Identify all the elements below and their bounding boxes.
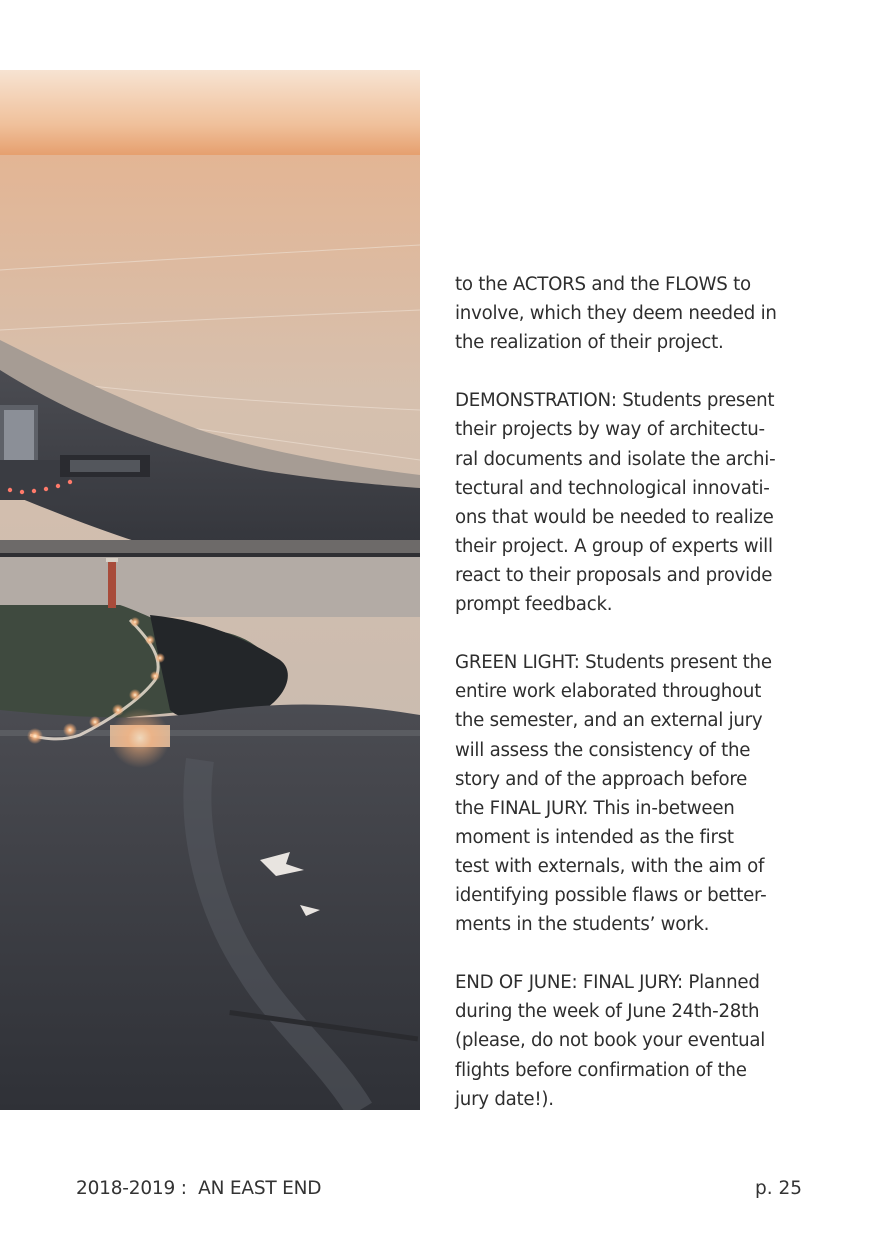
paragraph-actors-flows: to the ACTORS and the FLOWS to involve, which they deem needed in the realization of their project. [455,274,777,354]
aerial-coastline-photo [0,70,420,1110]
running-title: 2018-2019 : AN EAST END [76,1178,322,1199]
body-text-column [455,270,810,1143]
page-number: p. 25 [754,1178,802,1199]
paragraph-demonstration: DEMONSTRATION: Students present their projects by way of architectu- ral documents and isolate the archi- tectural and technological innovati- ons that would be needed to realize their project. A group of experts will react to their proposals and provide prompt feedback. [455,390,776,616]
coastline-illustration [0,70,420,1110]
paragraph-final-jury: END OF JUNE: FINAL JURY: Planned during the week of June 24th-28th (please, do not book your eventual flights before confirmation of the jury date!). [455,972,766,1110]
paragraph-green-light: GREEN LIGHT: Students present the entire work elaborated throughout the semester, and an external jury will assess the consistency of the story and of the approach before the FINAL JURY. This in-between moment is intended as the first test with externals, with the aim of identifying possible flaws or better- ments in the students’ work. [455,652,772,936]
